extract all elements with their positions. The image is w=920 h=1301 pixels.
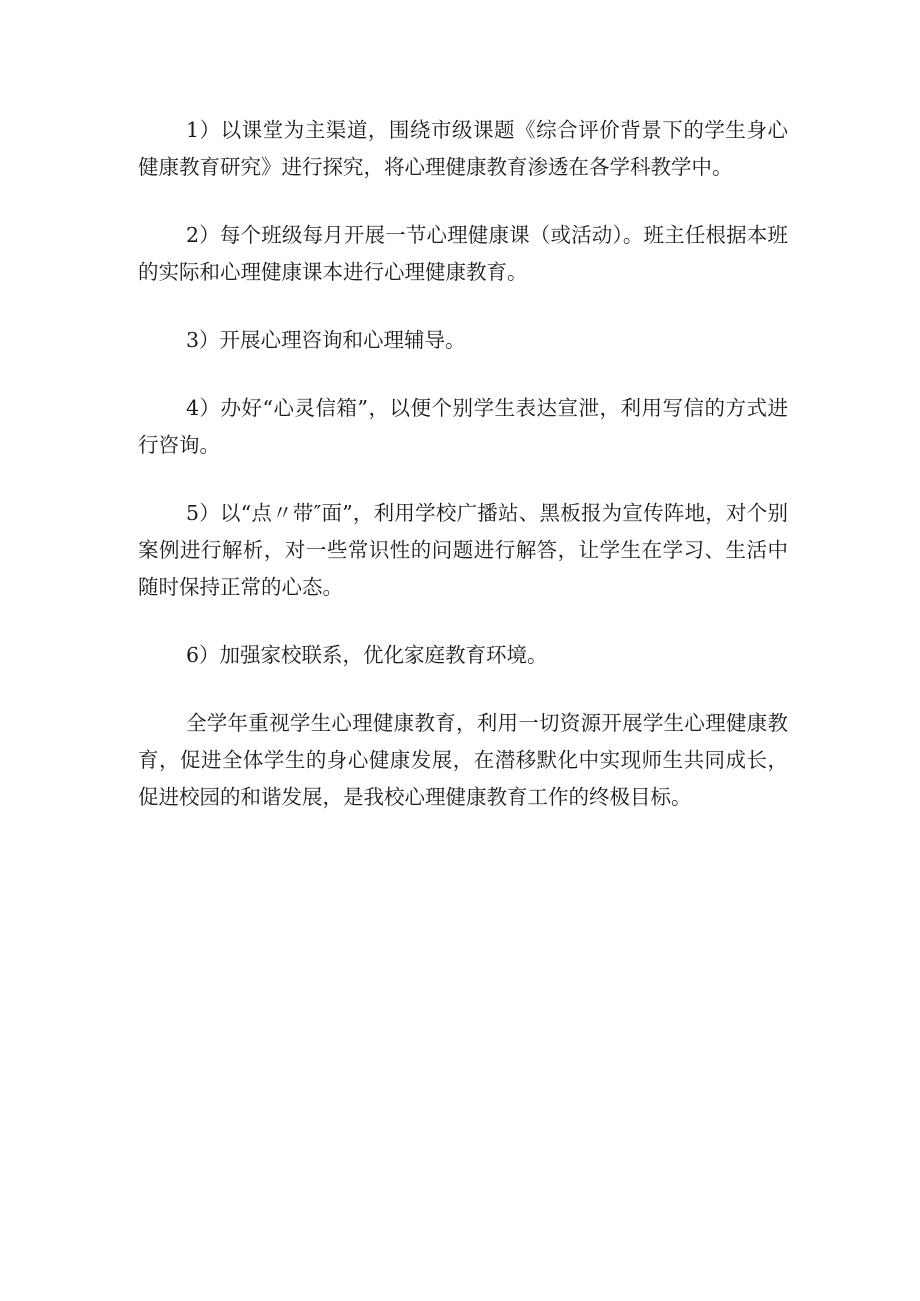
paragraph-item-1: 1）以课堂为主渠道，围绕市级课题《综合评价背景下的学生身心健康教育研究》进行探究，将心理健康教育渗透在各学科教学中。 [138, 118, 788, 179]
document-body [138, 112, 788, 847]
paragraph-item-3: 3）开展心理咨询和心理辅导。 [186, 328, 466, 352]
paragraph-item-5: 5）以“点〃带″面”，利用学校广播站、黑板报为宣传阵地，对个别案例进行解析，对一些常识性的问题进行解答，让学生在学习、生活中随时保持正常的心态。 [138, 501, 788, 599]
paragraph-item-6: 6）加强家校联系，优化家庭教育环境。 [186, 643, 548, 667]
paragraph-item-2: 2）每个班级每月开展一节心理健康课（或活动）。班主任根据本班的实际和心理健康课本进行心理健康教育。 [138, 223, 788, 284]
paragraph-item-4: 4）办好“心灵信箱”，以便个别学生表达宣泄，利用写信的方式进行咨询。 [138, 396, 788, 457]
paragraph-summary: 全学年重视学生心理健康教育，利用一切资源开展学生心理健康教育，促进全体学生的身心健康发展，在潜移默化中实现师生共同成长，促进校园的和谐发展，是我校心理健康教育工作的终极目标。 [138, 711, 788, 809]
